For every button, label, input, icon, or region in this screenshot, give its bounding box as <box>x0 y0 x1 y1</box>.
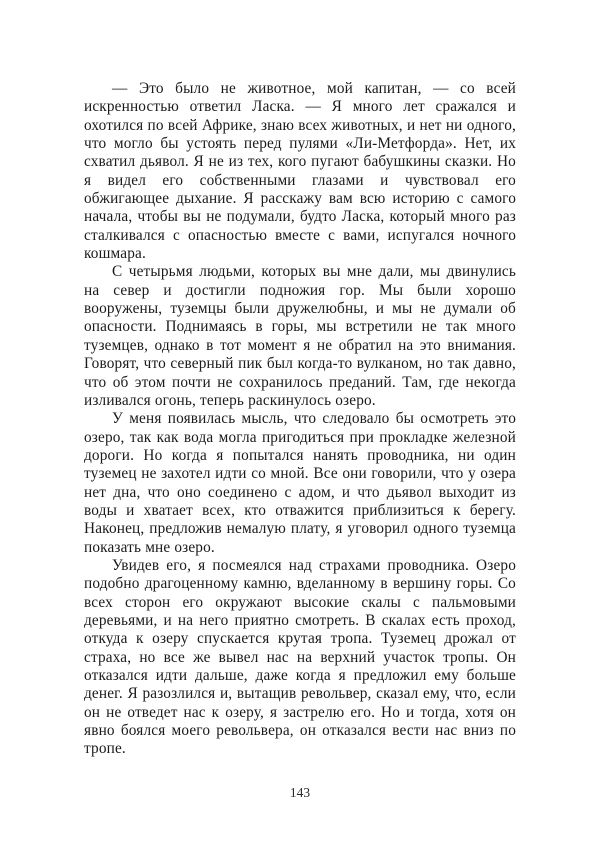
body-paragraph-3: У меня появилась мысль, что следовало бы осмотреть это озеро, так как вода могла пригодиться при прокладке железной дороги. Но когда я попытался нанять проводника, ни один туземец не захотел идти со мной. Все они говорили, что у озера нет дна, что оно соединено с адом, и что дьявол выходит из воды и хватает всех, кто отважится приблизиться к берегу. Наконец, предложив немалую плату, я уговорил одного туземца показать мне озеро. <box>84 410 516 556</box>
page-text-block <box>84 80 516 759</box>
page-number: 143 <box>289 785 311 800</box>
body-paragraph-4: Увидев его, я посмеялся над страхами проводника. Озеро подобно драгоценному камню, вделанному в вершину горы. Со всех сторон его окружают высокие скалы с пальмовыми деревьями, и на него приятно смотреть. В скалах есть проход, откуда к озеру спускается крутая тропа. Туземец дрожал от страха, но все же вывел нас на верхний участок тропы. Он отказался идти дальше, даже когда я предложил ему больше денег. Я разозлился и, вытащив револьвер, сказал ему, что, если он не отведет нас к озеру, я застрелю его. Но и тогда, хотя он явно боялся моего револьвера, он отказался вести нас вниз по тропе. <box>84 556 516 758</box>
body-paragraph-2: С четырьмя людьми, которых вы мне дали, мы двинулись на север и достигли подножия гор. Мы были хорошо вооружены, туземцы были дружелюбны, и мы не думали об опасности. Поднимаясь в горы, мы встретили не так много туземцев, однако в тот момент я не обратил на это внимания. Говорят, что северный пик был когда-то вулканом, но так давно, что об этом почти не сохранилось преданий. Там, где некогда изливался огонь, теперь раскинулось озеро. <box>84 263 516 409</box>
body-paragraph-1: — Это было не животное, мой капитан, — со всей искренностью ответил Ласка. — Я много лет сражался и охотился по всей Африке, знаю всех животных, и нет ни одного, что могло бы устоять перед пулями «Ли-Метфорда». Нет, их схватил дьявол. Я не из тех, кого пугают бабушкины сказки. Но я видел его собственными глазами и чувствовал его обжигающее дыхание. Я расскажу вам всю историю с самого начала, чтобы вы не подумали, будто Ласка, который много раз сталкивался с опасностью вместе с вами, испугался ночного кошмара. <box>84 80 516 263</box>
